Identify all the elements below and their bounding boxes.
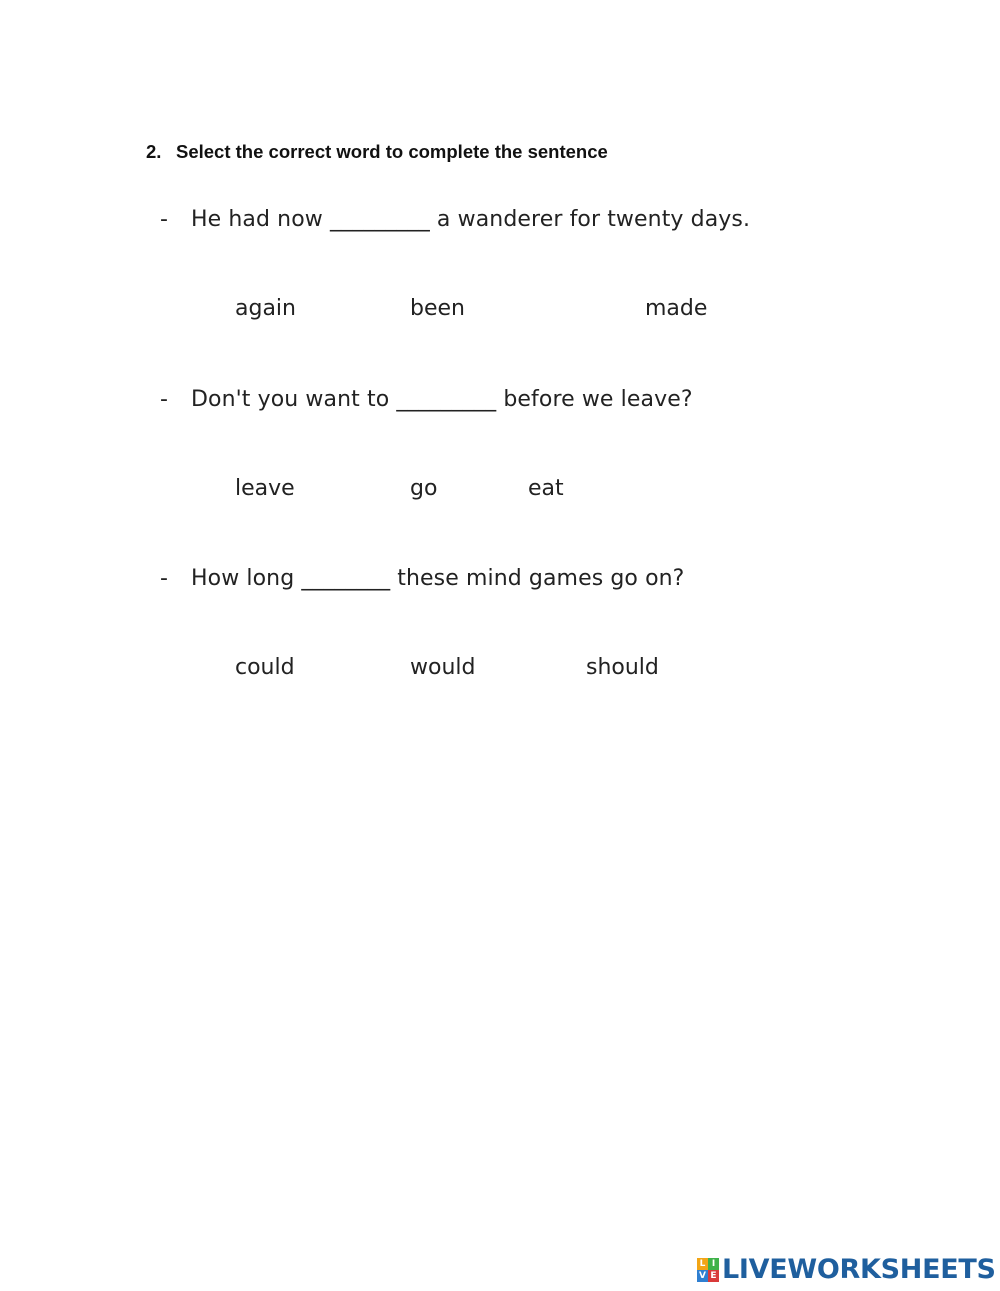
instruction-text: Select the correct word to complete the sentence xyxy=(176,141,608,162)
option-leave[interactable]: leave xyxy=(235,476,295,501)
bullet-dash: - xyxy=(160,387,169,412)
logo-square-l: L xyxy=(697,1258,708,1270)
option-made[interactable]: made xyxy=(645,296,708,321)
logo-square-v: V xyxy=(697,1270,708,1282)
instruction-heading xyxy=(146,141,608,163)
sentence-text: How long ________ these mind games go on? xyxy=(191,566,685,591)
logo-square-i: I xyxy=(708,1258,719,1270)
bullet-dash: - xyxy=(160,207,169,232)
logo-text: LIVEWORKSHEETS xyxy=(722,1254,996,1285)
option-would[interactable]: would xyxy=(410,655,476,680)
sentence-text: Don't you want to _________ before we leave? xyxy=(191,387,693,412)
option-eat[interactable]: eat xyxy=(528,476,564,501)
option-again[interactable]: again xyxy=(235,296,296,321)
question-1-sentence xyxy=(160,207,750,232)
sentence-text: He had now _________ a wanderer for twenty days. xyxy=(191,207,751,232)
question-3-sentence xyxy=(160,566,684,591)
liveworksheets-logo-icon xyxy=(697,1258,719,1282)
bullet-dash: - xyxy=(160,566,169,591)
option-should[interactable]: should xyxy=(586,655,659,680)
question-number: 2. xyxy=(146,141,162,162)
liveworksheets-logo xyxy=(697,1254,996,1286)
logo-square-e: E xyxy=(708,1270,719,1282)
option-been[interactable]: been xyxy=(410,296,465,321)
option-could[interactable]: could xyxy=(235,655,295,680)
question-2-sentence xyxy=(160,387,693,412)
option-go[interactable]: go xyxy=(410,476,438,501)
